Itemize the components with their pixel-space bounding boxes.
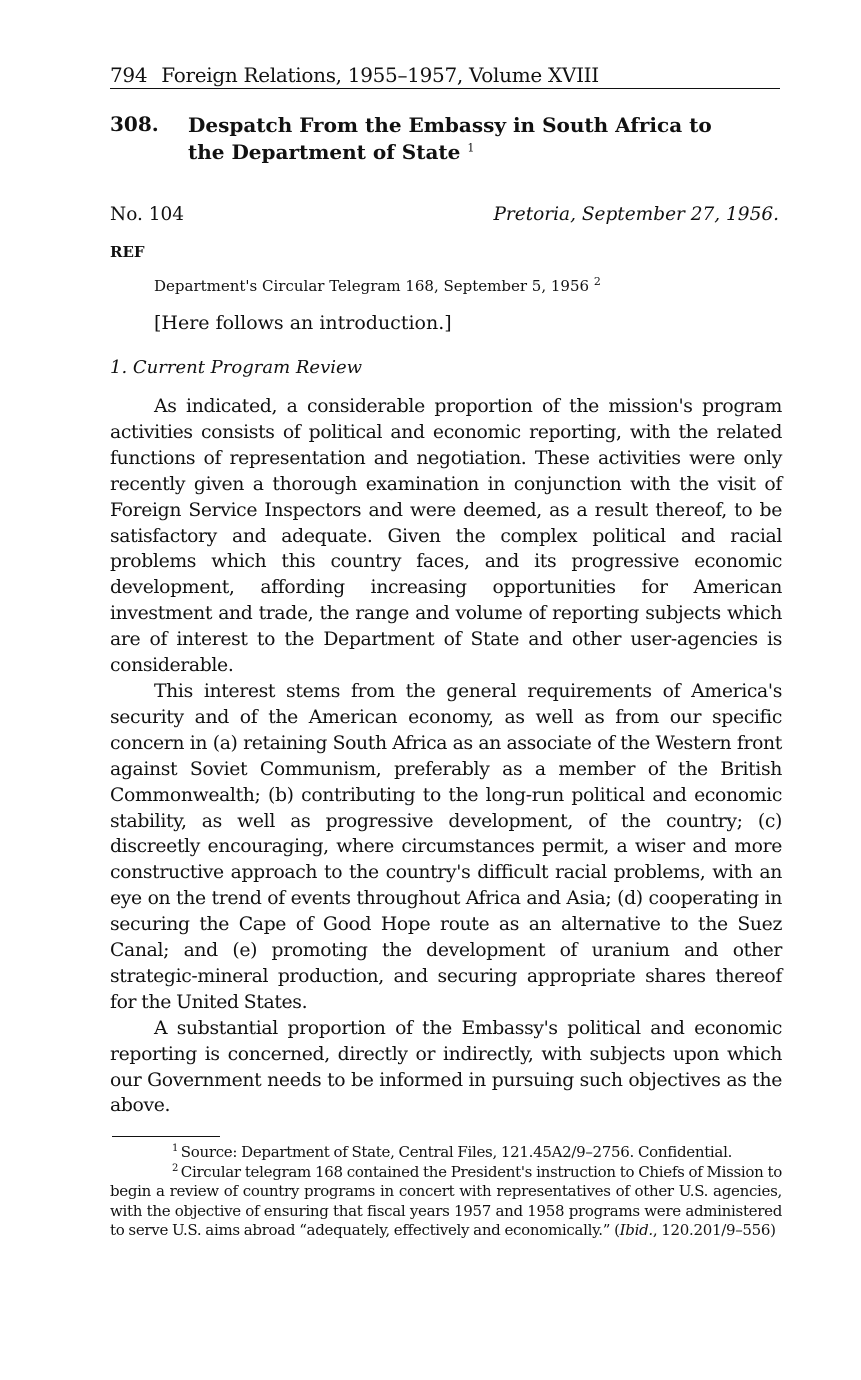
paragraph-2: This interest stems from the general requirements of America's security and of the American economy, as well as from our specific concern in (a) retaining South Africa as an associate of the Western front against Soviet Communism, preferably as a member of the British Commonwealth; (b) contributing to the long-run political and economic stability, as well as progressive development, of the country; (c) discreetly encouraging, where circumstances permit, a wiser and more constructive approach to the country's difficult racial problems, with an eye on the trend of events throughout Africa and Asia; (d) cooperating in securing the Cape of Good Hope route as an alternative to the Suez Canal; and (e) promoting the development of uranium and other strategic-mineral production, and securing appropriate shares thereof for the United States. [110,680,782,1013]
paragraph-3: A substantial proportion of the Embassy's political and economic reporting is concerned, directly or indirectly, with subjects upon which our Government needs to be informed in pursuing such objectives as the above. [110,1017,782,1117]
footnote-2-marker: 2 [172,1162,179,1174]
footnote-2-cite-italic: Ibid. [619,1221,653,1239]
body-text [110,394,782,1119]
footnote-ref-2: 2 [593,275,601,288]
place-date: Pretoria, September 27, 1956. [493,204,779,225]
ref-label: REF [110,243,145,261]
footnotes [110,1143,782,1241]
footnote-divider [112,1136,220,1137]
footnote-2-text: Circular telegram 168 contained the President's instruction to Chiefs of Mission to begin a review of country programs in concert with representatives of other U.S. agencies, with the objective of ensuring that fiscal years 1957 and 1958 programs were administered to serve U.S. aims abroad “adequately, effectively and economically.” [110,1162,782,1239]
footnote-2: $^2$ Circular telegram 168 contained the President's instruction to Chiefs of Mission to begin a review of country programs in concert with representatives of other U.S. agencies, with the objective of ensuring that fiscal years 1957 and 1958 programs were administered to serve U.S. aims abroad “adequately, effectively and economically.” (Ibid., 120.201/9–556) [110,1162,782,1239]
document-title [188,112,748,166]
page-number: 794 [110,63,148,87]
footnote-1 [110,1143,782,1163]
running-header [110,63,780,89]
footnote-2-cite: , 120.201/9–556) [652,1221,776,1239]
footnote-1-marker: 1 [172,1143,179,1154]
ref-line [154,277,601,295]
despatch-number: No. 104 [110,204,185,225]
document-number: 308. [110,112,159,136]
footnote-1-text: Source: Department of State, Central Files, 121.45A2/9–2756. Confidential. [180,1143,733,1161]
document-title-text: Despatch From the Embassy in South Africa to the Department of State [188,113,712,164]
series-title: Foreign Relations, 1955–1957, Volume XVIII [161,63,599,87]
editorial-note: [Here follows an introduction.] [154,312,452,334]
footnote-ref-1: 1 [467,141,475,155]
section-heading: 1. Current Program Review [110,357,363,378]
paragraph-1: As indicated, a considerable proportion of the mission's program activities consists of political and economic reporting, with the related functions of representation and negotiation. These activities were only recently given a thorough examination in conjunction with the visit of Foreign Service Inspectors and were deemed, as a result thereof, to be satisfactory and adequate. Given the complex political and racial problems which this country faces, and its progressive economic development, affording increasing opportunities for American investment and trade, the range and volume of reporting subjects which are of interest to the Department of State and other user-agencies is considerable. [110,396,782,677]
ref-text: Department's Circular Telegram 168, September 5, 1956 [154,277,590,295]
